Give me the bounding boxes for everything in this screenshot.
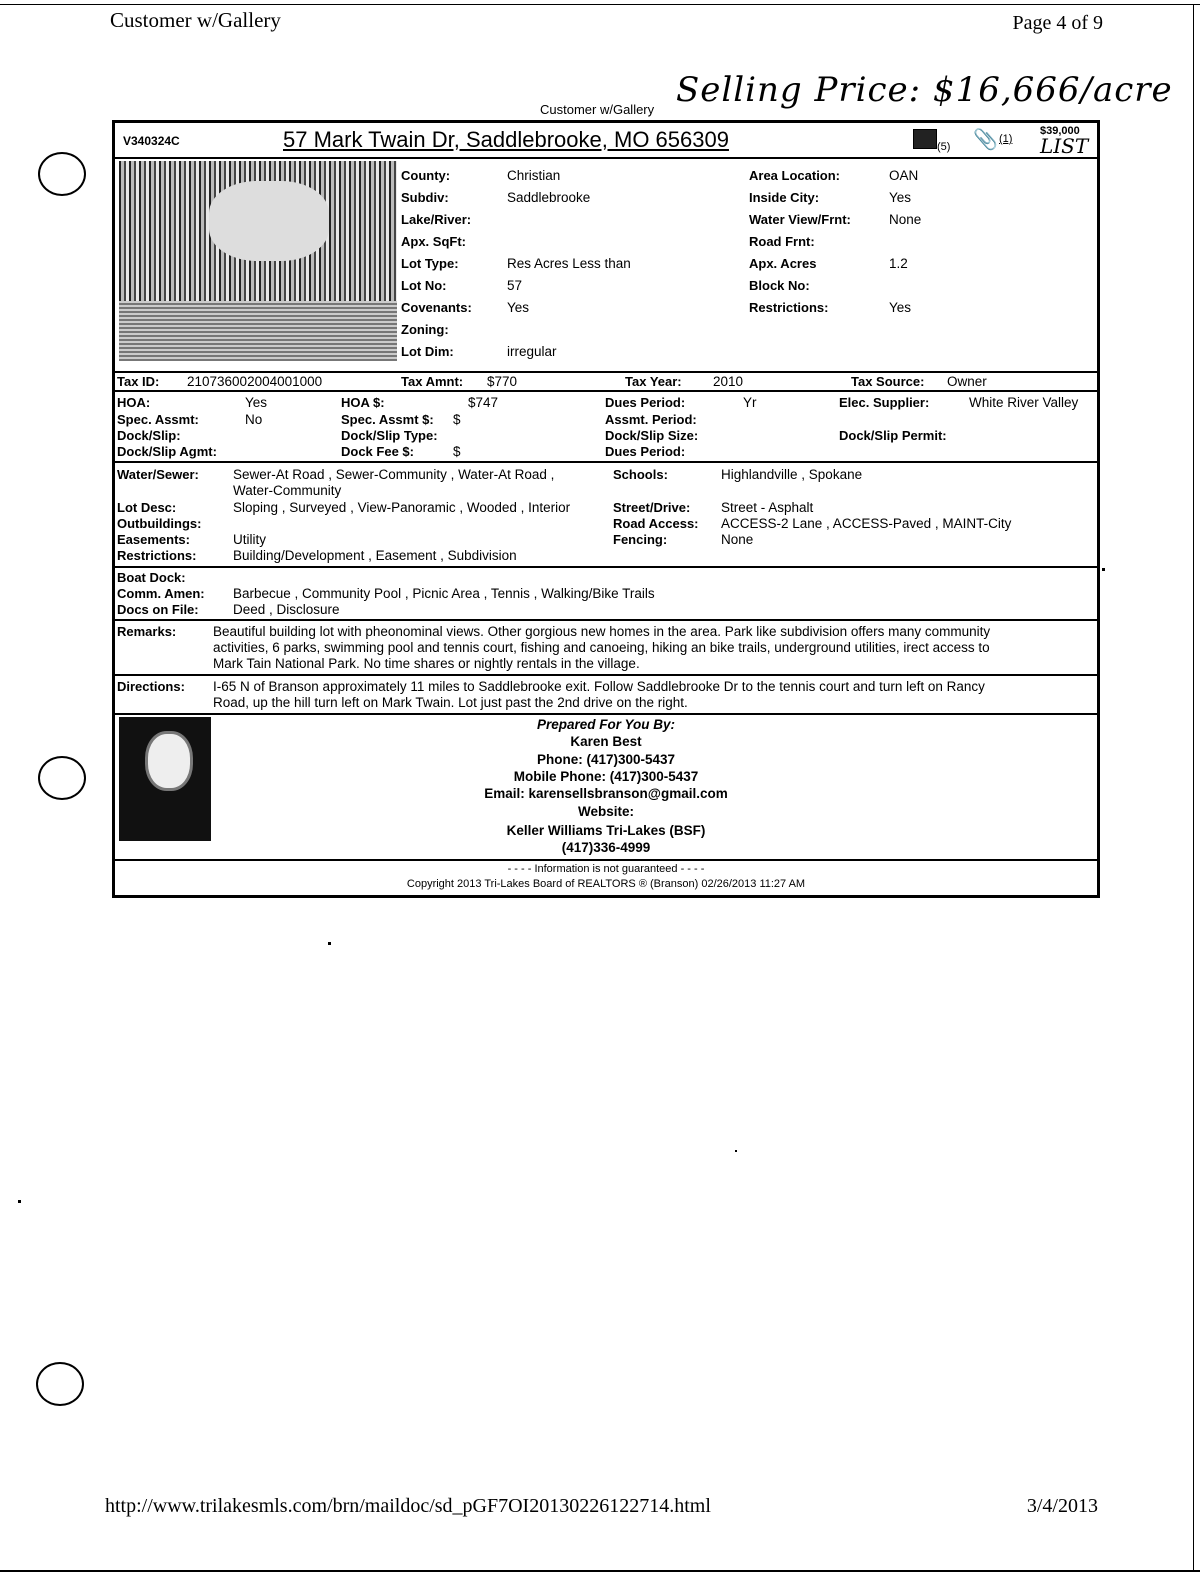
photo-sky [209,181,329,261]
detail-label: Inside City: [749,190,820,205]
stray-dot [328,942,331,945]
hoa-amount-label: HOA $: [341,395,385,410]
page-right-border [1193,4,1194,1572]
spec-assmt-label: Spec. Assmt: [117,412,199,427]
stray-dot [1102,568,1105,571]
detail-value: irregular [507,344,557,359]
detail-value: Yes [507,300,530,315]
detail-label: Zoning: [401,322,449,337]
detail-label: Road Frnt: [749,234,815,249]
hole-punch-top [38,152,86,196]
detail-label: County: [401,168,451,183]
divider [115,390,1097,392]
easements-label: Easements: [117,532,190,547]
detail-label: Water View/Frnt: [749,212,851,227]
agent-website[interactable]: Website: [577,804,634,819]
stray-dot [735,1150,737,1152]
easements: Utility [233,532,266,547]
dock-slip-type-label: Dock/Slip Type: [341,428,438,443]
divider [115,461,1097,463]
tax-amount-label: Tax Amnt: [401,374,464,389]
dock-slip-label: Dock/Slip: [117,428,181,443]
road-access-label: Road Access: [613,516,699,531]
hoa-value: Yes [245,395,268,410]
directions-label: Directions: [117,679,185,694]
outbuildings-label: Outbuildings: [117,516,202,531]
tax-source: Owner [947,374,987,389]
prepared-by-label: Prepared For You By: [536,717,676,732]
detail-label: Block No: [749,278,810,293]
hoa-label: HOA: [117,395,151,410]
page-header-title: Customer w/Gallery [110,8,281,32]
elec-supplier-label: Elec. Supplier: [839,395,930,410]
detail-value: Res Acres Less than [507,256,631,271]
detail-label: Lot Type: [401,256,459,271]
detail-label: Lot Dim: [401,344,454,359]
water-sewer-line1: Sewer-At Road , Sewer-Community , Water-At Road , [233,467,555,482]
restrictions: Building/Development , Easement , Subdivision [233,548,517,563]
agent-phone[interactable]: Phone: (417)300-5437 [536,752,676,767]
detail-value: Saddlebrooke [507,190,591,205]
detail-label: Apx. Acres [749,256,817,271]
remarks-line: Mark Tain National Park. No time shares or nightly rentals in the village. [213,656,640,671]
photo-ground [119,301,397,361]
handwritten-selling-price: Selling Price: $16,666/acre [676,70,1173,110]
tax-amount: $770 [487,374,518,389]
tax-source-label: Tax Source: [851,374,925,389]
spec-assmt: No [245,412,263,427]
docs-on-file: Deed , Disclosure [233,602,340,617]
dues-period-label: Dues Period: [605,395,686,410]
detail-label: Covenants: [401,300,472,315]
agent-office: Keller Williams Tri-Lakes (BSF) [506,823,706,838]
handwritten-list-note: LIST [1040,134,1089,158]
detail-label: Lot No: [401,278,447,293]
agent-name: Karen Best [570,734,642,749]
divider [115,619,1097,621]
agent-email[interactable]: Email: karensellsbranson@gmail.com [484,786,728,801]
tax-id: 210736002004001000 [187,374,323,389]
detail-value: Yes [889,190,912,205]
stray-dot [18,1200,21,1203]
schools-label: Schools: [613,467,668,482]
directions-line: I-65 N of Branson approximately 11 miles to Saddlebrooke exit. Follow Saddlebrooke Dr to the tennis court and turn left on Rancy [213,679,985,694]
elec-supplier: White River Valley [969,395,1079,410]
detail-value: OAN [889,168,919,183]
detail-value: Yes [889,300,912,315]
remarks-label: Remarks: [117,624,177,639]
detail-value: 57 [507,278,523,293]
agent-mobile[interactable]: Mobile Phone: (417)300-5437 [513,769,699,784]
remarks-line: activities, 6 parks, swimming pool and tennis court, fishing and canoeing, hiking an bike trails, underground utilities, irect access to [213,640,990,655]
divider [115,674,1097,676]
tax-year-label: Tax Year: [625,374,682,389]
water-sewer-label: Water/Sewer: [117,467,199,482]
lot-desc: Sloping , Surveyed , View-Panoramic , Wooded , Interior [233,500,571,515]
detail-label: Area Location: [749,168,841,183]
divider [115,371,1097,373]
detail-value: 1.2 [889,256,908,271]
photo-count: (5) [937,141,951,153]
comm-amen-label: Comm. Amen: [117,586,205,601]
hole-punch-middle [38,756,86,800]
agent-office-phone[interactable]: (417)336-4999 [561,840,651,855]
dock-fee-label: Dock Fee $: [341,444,414,459]
divider [115,859,1097,861]
schools: Highlandville , Spokane [721,467,863,482]
listing-address[interactable]: 57 Mark Twain Dr, Saddlebrooke, MO 656309 [283,127,729,152]
water-sewer-line2: Water-Community [233,483,342,498]
boat-dock-label: Boat Dock: [117,570,186,585]
page-top-border [0,4,1200,5]
spec-assmt-amount: $ [453,412,461,427]
list-price: $39,000 [1040,125,1080,137]
hole-punch-bottom [36,1362,84,1406]
paperclip-icon[interactable]: 📎 [973,129,998,151]
fencing-label: Fencing: [613,532,668,547]
dock-slip-agmt-label: Dock/Slip Agmt: [117,444,217,459]
page-number: Page 4 of 9 [1012,12,1103,34]
dock-fee: $ [453,444,461,459]
directions-line: Road, up the hill turn left on Mark Twain. Lot just past the 2nd drive on the right. [213,695,688,710]
disclaimer: - - - - Information is not guaranteed - - - - [507,863,705,875]
tax-id-label: Tax ID: [117,374,160,389]
detail-label: Lake/River: [401,212,472,227]
detail-label: Restrictions: [749,300,829,315]
footer-url[interactable]: http://www.trilakesmls.com/brn/maildoc/sd_pGF7OI20130226122714.html [105,1495,711,1517]
divider [115,566,1097,568]
comm-amen: Barbecue , Community Pool , Picnic Area , Tennis , Walking/Bike Trails [233,586,655,601]
street-drive-label: Street/Drive: [613,500,691,515]
page-bottom-border [0,1570,1200,1572]
dues-period: Yr [743,395,757,410]
lot-desc-label: Lot Desc: [117,500,177,515]
remarks-line: Beautiful building lot with pheonominal views. Other gorgious new homes in the area. Park like subdivision offers many community [213,624,991,639]
footer-date: 3/4/2013 [1026,1495,1098,1517]
property-photo[interactable] [119,161,397,361]
detail-value: Christian [507,168,561,183]
dues-period-2-label: Dues Period: [605,444,686,459]
listing-sheet [112,120,1100,898]
doc-count: (1) [999,133,1013,145]
road-access: ACCESS-2 Lane , ACCESS-Paved , MAINT-City [721,516,1012,531]
divider [115,713,1097,715]
assmt-period-label: Assmt. Period: [605,412,697,427]
dock-slip-permit-label: Dock/Slip Permit: [839,428,947,443]
docs-on-file-label: Docs on File: [117,602,199,617]
street-drive: Street - Asphalt [721,500,814,515]
dock-slip-size-label: Dock/Slip Size: [605,428,699,443]
listing-caption: Customer w/Gallery [540,102,655,117]
restrictions-label: Restrictions: [117,548,197,563]
fencing: None [721,532,754,547]
camera-icon[interactable] [913,129,937,149]
copyright: Copyright 2013 Tri-Lakes Board of REALTORS ® (Branson) 02/26/2013 11:27 AM [406,878,806,890]
mls-number: V340324C [123,134,180,148]
spec-assmt-amount-label: Spec. Assmt $: [341,412,434,427]
detail-value: None [889,212,922,227]
divider [115,157,1097,159]
detail-label: Apx. SqFt: [401,234,466,249]
hoa-amount: $747 [468,395,499,410]
tax-year: 2010 [713,374,744,389]
detail-label: Subdiv: [401,190,449,205]
